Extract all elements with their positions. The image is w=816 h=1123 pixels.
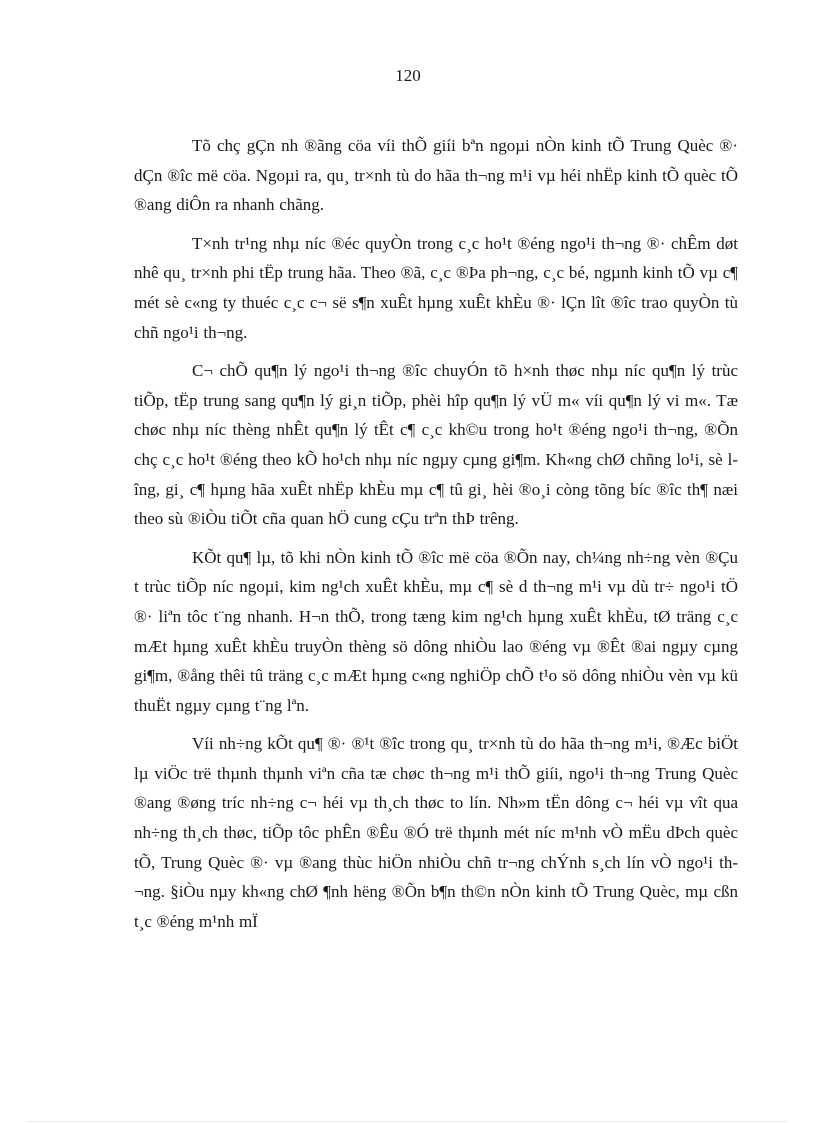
paragraph-3: C¬ chÕ qu¶n lý ngo¹i th¬ng ®îc chuyÓn tõ h×nh thøc nhµ níc qu¶n lý trùc tiÕp, tËp trung sang qu¶n lý gi¸n tiÕp, phèi hîp qu¶n lý vÜ m« víi qu¶n lý vi m«. Tæ chøc nhµ níc thèng nhÊt qu¶n lý tÊt c¶ c¸c kh©u trong ho¹t ®éng ngo¹i th¬ng, ®Õn chç c¸c ho¹t ®éng theo kÕ ho¹ch nhµ níc ngµy cµng gi¶m. Kh«ng chØ chñng lo¹i, sè lîng, gi¸ c¶ hµng hãa xuÊt nhËp khÈu mµ c¶ tû gi¸ hèi ®o¸i còng tõng bíc ®îc th¶ næi theo sù ®iÒu tiÕt cña quan hÖ cung cÇu trªn thÞ trêng. — [134, 361, 738, 529]
paragraph-5: Víi nh÷ng kÕt qu¶ ®· ®¹t ®îc trong qu¸ tr×nh tù do hãa th¬ng m¹i, ®Æc biÖt lµ viÖc trë thµnh thµnh viªn cña tæ chøc th¬ng m¹i thÕ giíi, ngo¹i th¬ng Trung Quèc ®ang ®øng tríc nh÷ng c¬ héi vµ th¸ch thøc to lín. Nh»m tËn dông c¬ héi vµ vît qua nh÷ng th¸ch thøc, tiÕp tôc phÊn ®Êu ®Ó trë thµnh mét níc m¹nh vÒ mËu dÞch quèc tÕ, Trung Quèc ®· vµ ®ang thùc hiÖn nhiÒu chñ tr¬ng chÝnh s¸ch lín vÒ ngo¹i th¬ng. §iÒu nµy kh«ng chØ ¶nh hëng ®Õn b¶n th©n nÒn kinh tÕ Trung Quèc, mµ cßn t¸c ®éng m¹nh mÏ — [134, 734, 738, 931]
document-body — [134, 131, 738, 945]
page-bottom-divider — [28, 1121, 788, 1122]
paragraph-2: T×nh tr¹ng nhµ níc ®éc quyÒn trong c¸c ho¹t ®éng ngo¹i th¬ng ®· chÊm døt nhê qu¸ tr×nh phi tËp trung hãa. Theo ®ã, c¸c ®Þa ph¬ng, c¸c bé, ngµnh kinh tÕ vµ c¶ mét sè c«ng ty thuéc c¸c c¬ së s¶n xuÊt hµng xuÊt khÈu ®· lÇn lît ®îc trao quyÒn tù chñ ngo¹i th¬ng. — [134, 233, 738, 342]
paragraph-4: KÕt qu¶ lµ, tõ khi nÒn kinh tÕ ®îc më cöa ®Õn nay, ch¼ng nh÷ng vèn ®Çu t trùc tiÕp níc ngoµi, kim ng¹ch xuÊt khÈu, mµ c¶ sè d th¬ng m¹i vµ dù tr÷ ngo¹i tÖ ®· liªn tôc t¨ng nhanh. H¬n thÕ, trong tæng kim ng¹ch hµng xuÊt khÈu, tØ träng c¸c mÆt hµng xuÊt khÈu truyÒn thèng sö dông nhiÒu lao ®éng vµ ®Êt ®ai ngµy cµng gi¶m, ®ång thêi tû träng c¸c mÆt hµng c«ng nghiÖp chÕ t¹o sö dông nhiÒu vèn vµ kü thuËt ngµy cµng t¨ng lªn. — [134, 547, 738, 715]
paragraph-1: Tõ chç gÇn nh ®ãng cöa víi thÕ giíi bªn ngoµi nÒn kinh tÕ Trung Quèc ®· dÇn ®îc më cöa. Ngoµi ra, qu¸ tr×nh tù do hãa th¬ng m¹i vµ héi nhËp kinh tÕ quèc tÕ ®ang diÔn ra nhanh chãng. — [134, 136, 738, 215]
page-number: 120 — [395, 66, 421, 85]
